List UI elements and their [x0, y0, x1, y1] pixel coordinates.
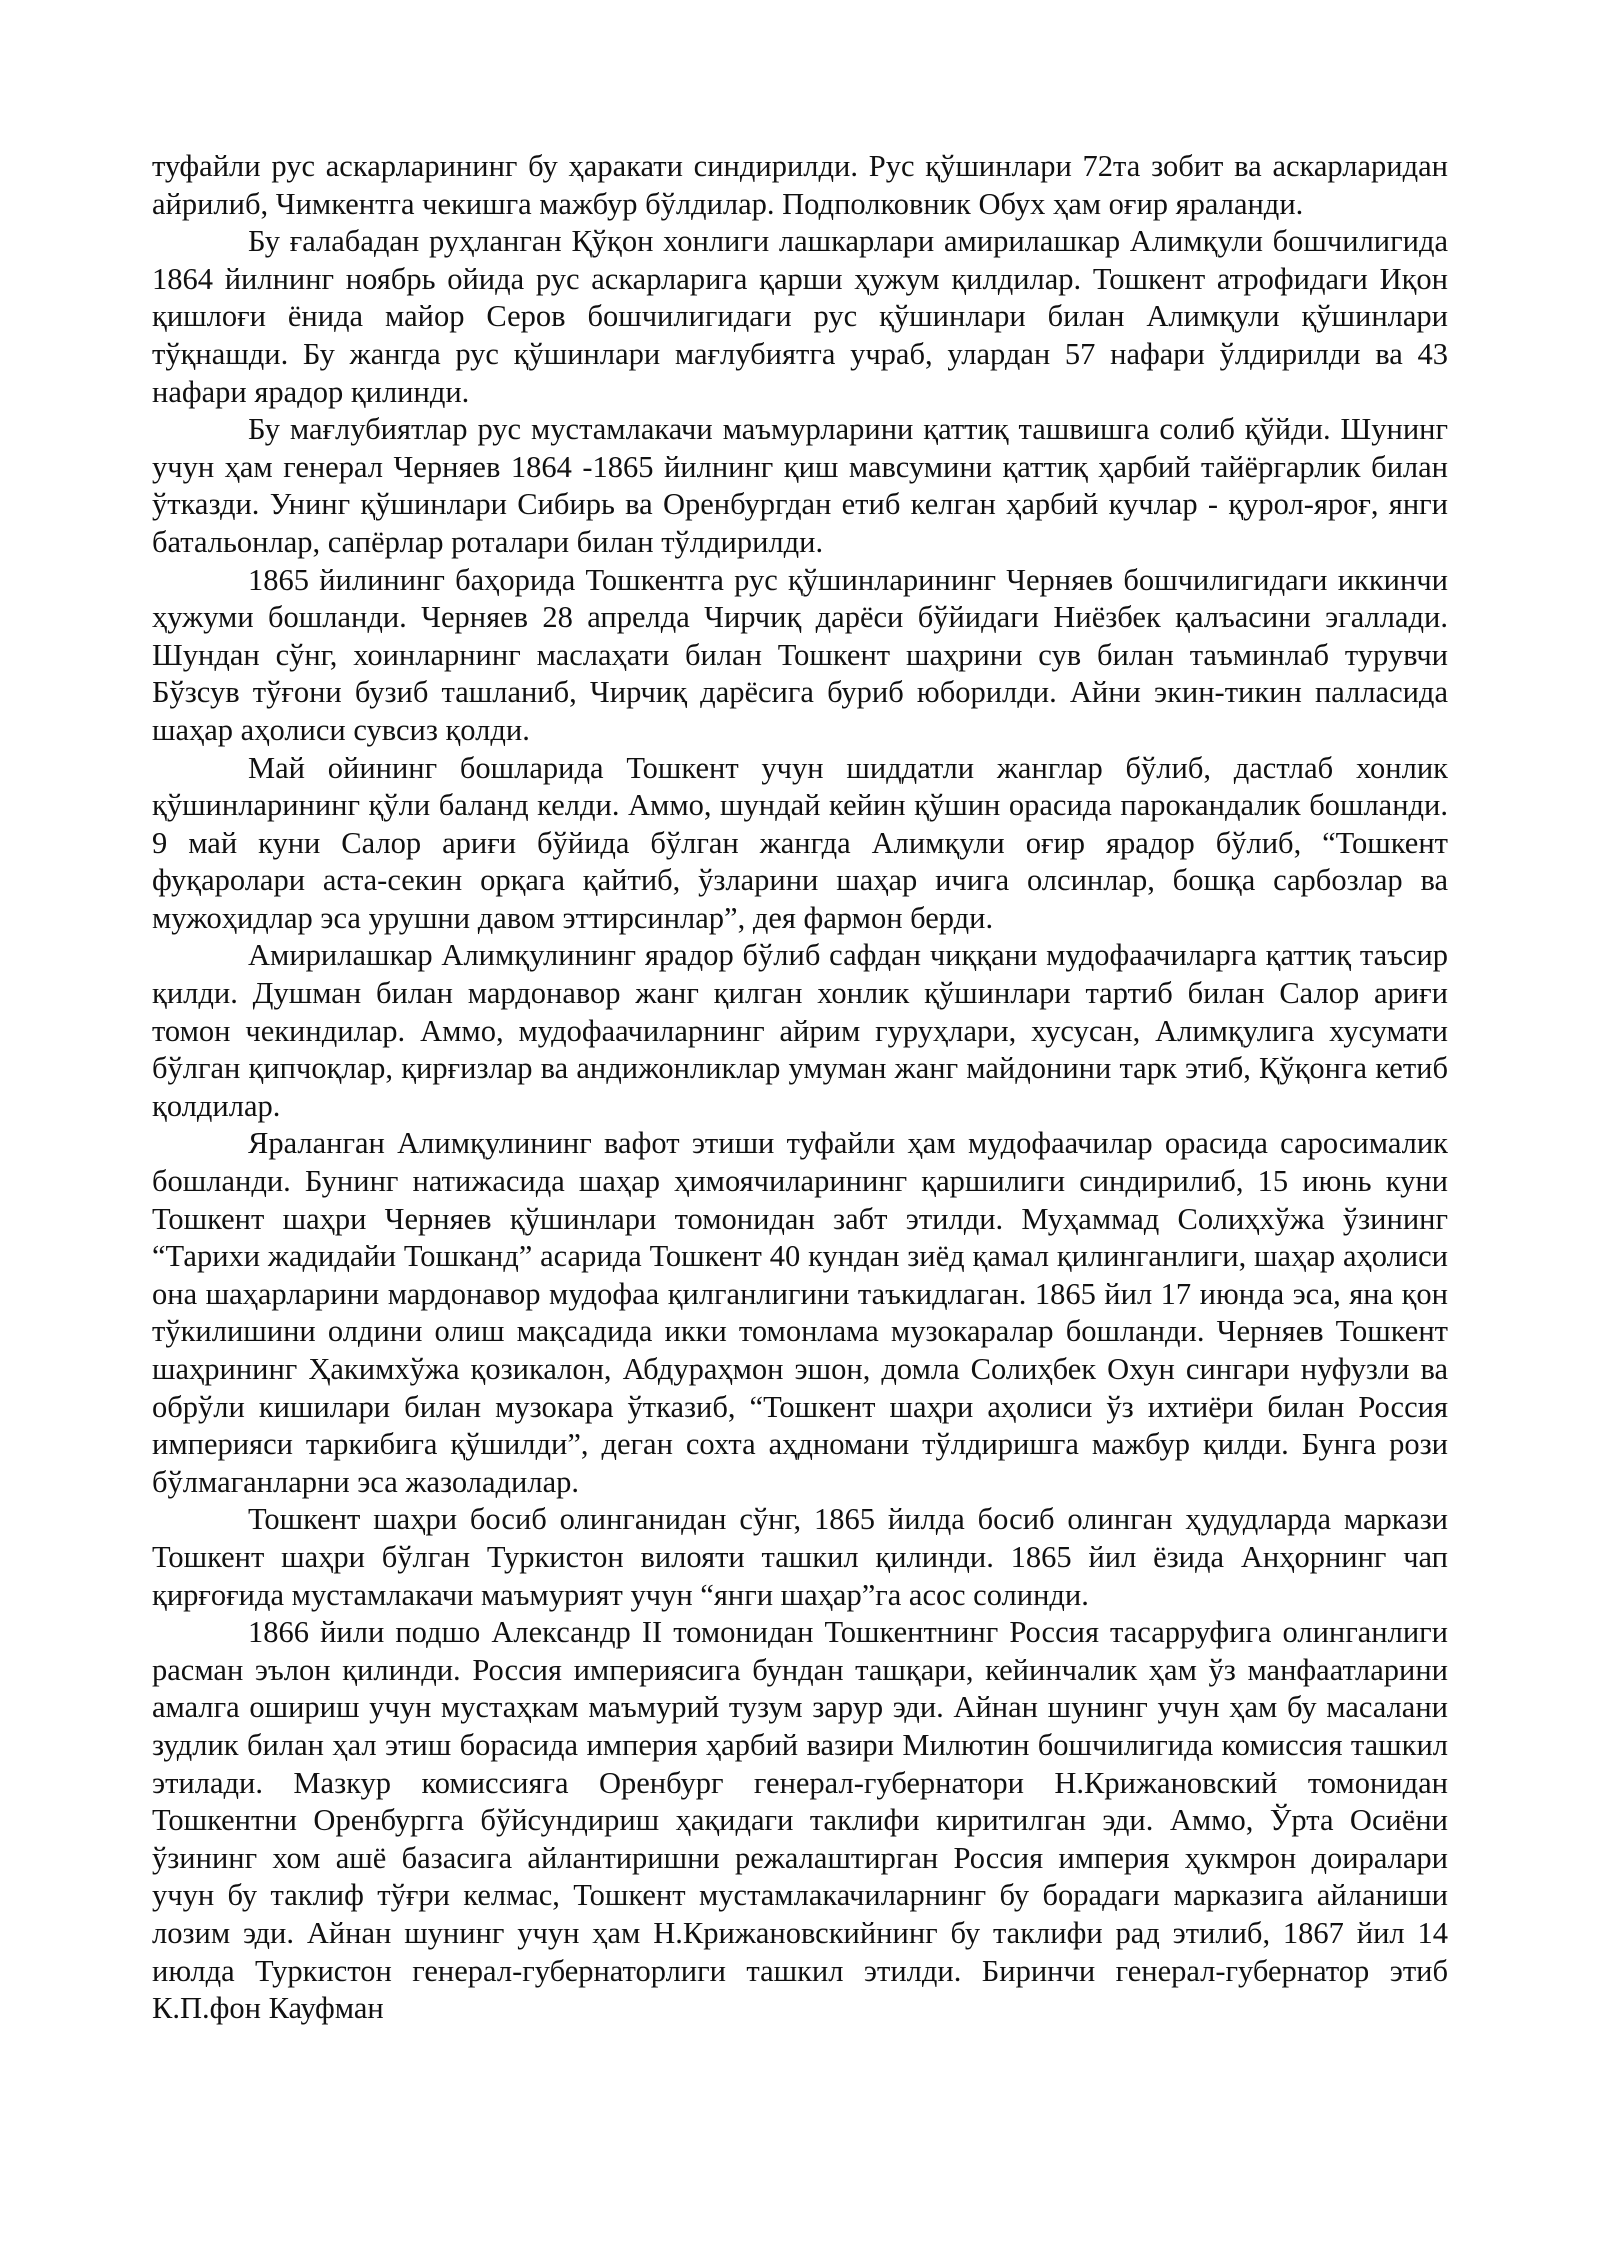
- paragraph-5: Май ойининг бошларида Тошкент учун шиддатли жанглар бўлиб, дастлаб хонлик қўшинларининг қўли баланд келди. Аммо, шундай кейин қўшин орасида парокандалик бошланди. 9 май куни Салор ариғи бўйида бўлган жангда Алимқули оғир ярадор бўлиб, “Тошкент фуқаролари аста-секин орқага қайтиб, ўзларини шаҳар ичига олсинлар, бошқа сарбозлар ва мужоҳидлар эса урушни давом эттирсинлар”, дея фармон берди.: [152, 750, 1448, 935]
- paragraph-9: 1866 йили подшо Александр II томонидан Тошкентнинг Россия тасарруфига олинганлиги расман эълон қилинди. Россия империясига бундан ташқари, кейинчалик ҳам ўз манфаатларини амалга ошириш учун мустаҳкам маъмурий тузум зарур эди. Айнан шунинг учун ҳам бу масалани зудлик билан ҳал этиш борасида империя ҳарбий вазири Милютин бошчилигида комиссия ташкил этилади. Мазкур комиссияга Оренбург генерал-губернатори Н.Крижановский томонидан Тошкентни Оренбургга бўйсундириш ҳақидаги таклифи киритилган эди. Аммо, Ўрта Осиёни ўзининг хом ашё базасига айлантиришни режалаштирган Россия империя ҳукмрон доиралари учун бу таклиф тўғри келмас, Тошкент мустамлакачиларнинг бу борадаги марказига айланиши лозим эди. Айнан шунинг учун ҳам Н.Крижановскийнинг бу таклифи рад этилиб, 1867 йил 14 июлда Туркистон генерал-губернаторлиги ташкил этилди. Биринчи генерал-губернатор этиб К.П.фон Кауфман: [152, 1615, 1448, 2026]
- paragraph-7: Яраланган Алимқулининг вафот этиши туфайли ҳам мудофаачилар орасида саросималик бошланди. Бунинг натижасида шаҳар ҳимоячиларининг қаршилиги синдирилиб, 15 июнь куни Тошкент шаҳри Черняев қўшинлари томонидан забт этилди. Муҳаммад Солиҳхўжа ўзининг “Тарихи жадидайи Тошканд” асарида Тошкент 40 кундан зиёд қамал қилинганлиги, шаҳар аҳолиси она шаҳарларини мардонавор мудофаа қилганлигини таъкидлаган. 1865 йил 17 июнда эса, яна қон тўкилишини олдини олиш мақсадида икки томонлама музокаралар бошланди. Черняев Тошкент шаҳрининг Ҳакимхўжа қозикалон, Абдураҳмон эшон, домла Солиҳбек Охун сингари нуфузли ва обрўли кишилари билан музокара ўтказиб, “Тошкент шаҳри аҳолиси ўз ихтиёри билан Россия империяси таркибига қўшилди”, деган сохта аҳдномани тўлдиришга мажбур қилди. Бунга рози бўлмаганларни эса жазоладилар.: [152, 1126, 1448, 1499]
- paragraph-4: 1865 йилининг баҳорида Тошкентга рус қўшинларининг Черняев бошчилигидаги иккинчи ҳужуми бошланди. Черняев 28 апрелда Чирчиқ дарёси бўйидаги Ниёзбек қалъасини эгаллади. Шундан сўнг, хоинларнинг маслаҳати билан Тошкент шаҳрини сув билан таъминлаб турувчи Бўзсув тўғони бузиб ташланиб, Чирчиқ дарёсига буриб юборилди. Айни экин-тикин палласида шаҳар аҳолиси сувсиз қолди.: [152, 562, 1448, 747]
- paragraph-1: туфайли рус аскарларининг бу ҳаракати синдирилди. Рус қўшинлари 72та зобит ва аскарларидан айрилиб, Чимкентга чекишга мажбур бўлдилар. Подполковник Обух ҳам оғир яраланди.: [152, 149, 1448, 221]
- paragraph-6: Амирилашкар Алимқулининг ярадор бўлиб сафдан чиққани мудофаачиларга қаттиқ таъсир қилди. Душман билан мардонавор жанг қилган хонлик қўшинлари тартиб билан Салор ариғи томон чекиндилар. Аммо, мудофаачиларнинг айрим гуруҳлари, хусусан, Алимқулига хусумати бўлган қипчоқлар, қирғизлар ва андижонликлар умуман жанг майдонини тарк этиб, Қўқонга кетиб қолдилар.: [152, 938, 1448, 1123]
- paragraph-8: Тошкент шаҳри босиб олинганидан сўнг, 1865 йилда босиб олинган ҳудудларда маркази Тошкент шаҳри бўлган Туркистон вилояти ташкил қилинди. 1865 йил ёзида Анҳорнинг чап қирғоғида мустамлакачи маъмурият учун “янги шаҳар”га асос солинди.: [152, 1502, 1448, 1612]
- document-page: [152, 148, 1448, 2028]
- paragraph-2: Бу ғалабадан руҳланган Қўқон хонлиги лашкарлари амирилашкар Алимқули бошчилигида 1864 йилнинг ноябрь ойида рус аскарларига қарши ҳужум қилдилар. Тошкент атрофидаги Иқон қишлоғи ёнида майор Серов бошчилигидаги рус қўшинлари билан Алимқули қўшинлари тўқнашди. Бу жангда рус қўшинлари мағлубиятга учраб, улардан 57 нафари ўлдирилди ва 43 нафари ярадор қилинди.: [152, 224, 1448, 409]
- paragraph-3: Бу мағлубиятлар рус мустамлакачи маъмурларини қаттиқ ташвишга солиб қўйди. Шунинг учун ҳам генерал Черняев 1864 -1865 йилнинг қиш мавсумини қаттиқ ҳарбий тайёргарлик билан ўтказди. Унинг қўшинлари Сибирь ва Оренбургдан етиб келган ҳарбий кучлар - қурол-яроғ, янги батальонлар, сапёрлар роталари билан тўлдирилди.: [152, 412, 1448, 559]
